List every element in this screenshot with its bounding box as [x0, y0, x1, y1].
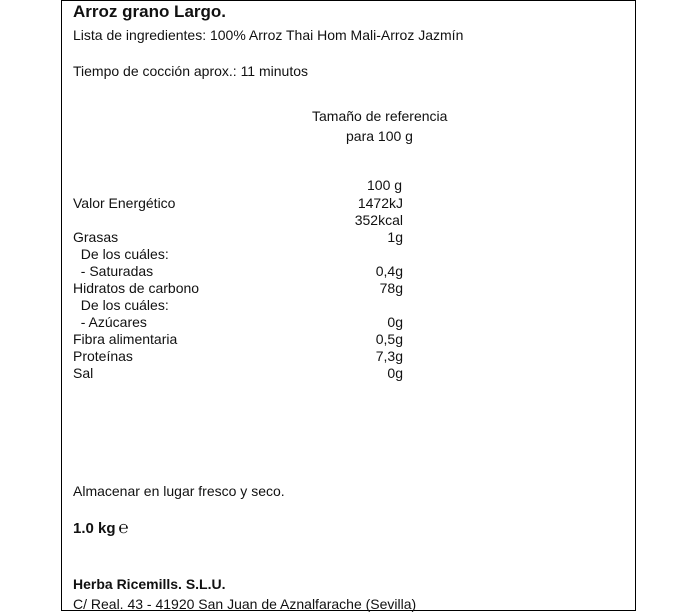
company-name: Herba Ricemills. S.L.U. [73, 576, 226, 592]
nutrition-row-value: 1472kJ [357, 195, 403, 211]
product-title: Arroz grano Largo. [73, 2, 227, 21]
nutrition-row-label: Fibra alimentaria [73, 331, 178, 347]
nutrition-row-value: 352kcal [354, 212, 403, 228]
cooking-time-text: Tiempo de cocción aprox.: 11 minutos [73, 63, 309, 79]
nutrition-row-value: 0g [387, 314, 403, 330]
nutrition-row-label: Hidratos de carbono [73, 280, 200, 296]
storage-instructions: Almacenar en lugar fresco y seco. [73, 483, 285, 499]
nutrition-row-label: Sal [73, 365, 94, 381]
nutrition-column-header: 100 g [367, 177, 403, 193]
ingredients-text: Lista de ingredientes: 100% Arroz Thai Hom Mali-Arroz Jazmín [73, 27, 464, 43]
nutrition-row-value: 0,4g [375, 263, 403, 279]
net-weight [73, 520, 129, 537]
nutrition-row-value: 1g [387, 229, 403, 245]
nutrition-row-label: - Azúcares [73, 314, 147, 330]
nutrition-row-label: Valor Energético [73, 195, 176, 211]
nutrition-row-label: De los cuáles: [73, 246, 169, 262]
nutrition-row-label: - Saturadas [73, 263, 154, 279]
nutrition-row-value: 0g [387, 365, 403, 381]
net-weight-value: 1.0 kg [73, 520, 116, 537]
estimated-sign-icon: ℮ [118, 518, 129, 537]
nutrition-row-label: Grasas [73, 229, 119, 245]
company-address: C/ Real. 43 - 41920 San Juan de Aznalfarache (Sevilla) [73, 596, 417, 612]
nutrition-row-label: Proteínas [73, 348, 133, 364]
nutrition-row-label: De los cuáles: [73, 297, 169, 313]
nutrition-row-value: 78g [379, 280, 403, 296]
nutrition-row-value: 7,3g [375, 348, 403, 364]
reference-size-line1: Tamaño de referencia [312, 108, 448, 124]
reference-size-line2: para 100 g [346, 128, 413, 144]
nutrition-row-value: 0,5g [375, 331, 403, 347]
